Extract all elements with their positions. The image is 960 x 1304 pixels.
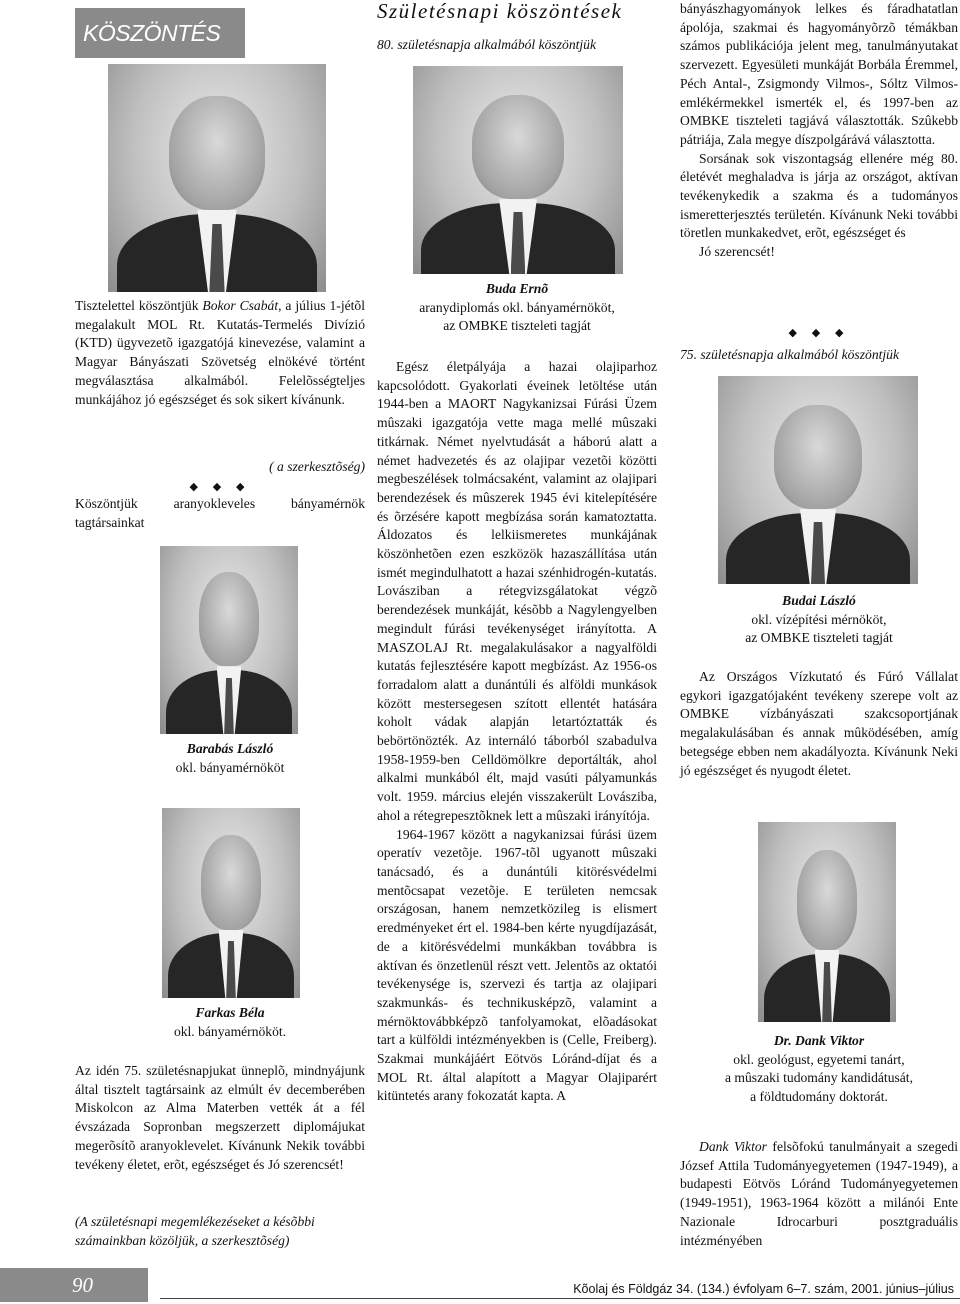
buda-continued-text: bányászhagyományok lelkes és fáradhatatlan ápolója, szakmai és hagyományõrzõ témákban számos publikációja jelent meg, tanulmányutakat szervezett. Egyesületi munkáját Borbála Éremmel, Péch Antal-, Zsigmondy Vilmos-, Sóltz Vilmos-emlékérmekkel ismerték el, és 1997-ben az OMBKE tiszteleti tagjává választották. Szûkebb pátriája, Zala megye díszpolgárává választotta. Sorsának sok viszontagság ellenére még 80. életévét meghaladva is járja az országot, aktívan tevékenykedik a szakma és a tudományos ismeretterjesztés területén. Kívánunk Neki további töretlen munkakedvet, erõt, egészséget és Jó szerencsét! [680,1,958,260]
portrait-photo-buda [413,66,623,274]
separator-diamonds: ◆ ◆ ◆ [189,481,251,493]
subheader-80: 80. születésnapja alkalmából köszöntjük [377,37,596,52]
caption-barabas: Barabás László okl. bányamérnököt [175,741,285,775]
dank-paragraph: Dank Viktor felsõfokú tanulmányait a szegedi József Attila Tudományegyetemen (1947-1949), a budapesti Eötvös Lóránd Tudományegyetemen (1949-1951), 1963-1964 között a milánói Ente Nazionale Idrocarburi posztgraduális intézményében [680,1139,958,1248]
section-header: Születésnapi köszöntések [377,0,623,23]
editor-note: (A születésnapi megemlékezéseket a késõbbi számainkban közöljük, a szerkesztõség) [75,1214,315,1248]
portrait-photo-farkas [162,808,300,998]
journal-footer: Kõolaj és Földgáz 34. (134.) évfolyam 6–7. szám, 2001. június–július [573,1282,954,1296]
separator-diamonds-2: ◆ ◆ ◆ [788,327,850,339]
intro-paragraph: Tisztelettel köszöntjük Bokor Csabát, a július 1-jétõl megalakult MOL Rt. Kutatás-Termelés Divízió (KTD) ügyvezetõ igazgatójá kinevezése, valamint a Magyar Bányászati Szövetség elnökévé történt megválasztása alkalmából. Felelõsségteljes munkájához jó egészséget és sok sikert kívánunk. [75,298,365,407]
footer-rule [160,1298,960,1299]
budai-paragraph: Az Országos Vízkutató és Fúró Vállalat egykori igazgatójaként tevékeny szerepe volt az OMBKE vízbányászati szakcsoportjának megalakulásában és annak mûködésében, amíg betegsége ebben nem akadályozta. Kívánunk Neki jó egészséget és nyugodt életet. [680,669,958,778]
portrait-photo-barabas [160,546,298,734]
signature: ( a szerkesztõség) [269,459,365,474]
subheader-75: 75. születésnapja alkalmából köszöntjük [680,347,899,362]
intro-name: Bokor Csabát [202,298,279,313]
buda-body-text: Egész életpályája a hazai olajiparhoz kapcsolódott. Gyakorlati éveinek letöltése után 1944-ben a MAORT Nagykanizsai Fúrási Üzem mûszaki igazgatója vette maga mellé mûszaki titkárnak. Német nyelvtudását a háború alatt a német hadvezetés és az olajipar vezetõi közötti megbeszélések tolmácsaként, valamint az olajipari berendezések és mûszerek 1945 évi kitelepítésére és õrzésére kapott megbízása során kamatoztatta. Áldozatos és lelkiismeretes munkájának köszönhetõen ezen eszközök hazaszállítása után ismét megindulhatott a hazai szénhidrogén-kutatás. Lovásziban a rétegvizsgálatokat végzõ berendezések munkáját, késõbb a Nagylengyelben megindult fúrási tevékenységet irányította. A MASZOLAJ Rt. megalakulásakor a nagyalföldi kutatás fejlesztésére kapott megbízást. Az 1956-os forradalom alatt a dunántúli és alföldi munkások között mestersegesen szított ellentét hatására koholt vádak alapján letartóztatták és bebörtönözték. Az internáló táborból szabadulva 1958-1959-ben Celldömölkre deportálták, ahol alkalmi munkából élt, majd vasúti pályamunkás volt. 1959. március elején visszakerült Lovásziba, ahol a rétegrepesztõknek lett a mûszaki irányítója. 1964-1967 között a nagykanizsai fúrási üzem operatív vezetõje. 1967-tõl ugyanott mûszaki tanácsadó, és a dunántúli kitörésvédelmi mentõcsapat vezetõje. E területen nemcsak országosan, hanem nemzetközileg is elismert eredményeket ért el. 1984-ben kérte nyugdíjazását, de a kitörésvédelmi munkákban továbbra is aktívan és önzetlenül részt vett. Jelentõs az oktatói tevékenysége is, szervezi és tartja az olajipari szakmunkás- és technikusképzõ, valamint a mérnöktovábbképzõ tanfolyamokat, elõadásokat tart a külföldi intézményekben is (Celle, Freiberg). Szakmai munkájáért Eötvös Lóránd-díjat és a MOL Rt. által alapított a Magyar Olajiparért kitüntetés arany fokozatát kapta. A [377,359,657,1104]
page-number: 90 [0,1268,148,1302]
caption-budai: Budai László okl. vízépítési mérnököt, az OMBKE tiszteleti tagját [745,593,893,646]
caption-dank: Dr. Dank Viktor okl. geológust, egyetemi tanárt, a mûszaki tudomány kandidátusát, a földtudomány doktorát. [724,1033,913,1105]
section-banner: KÖSZÖNTÉS [75,8,245,58]
aranyoklevel-paragraph: Az idén 75. születésnapjukat ünneplõ, mindnyájunk által tisztelt tagtársaink az elmúlt év decemberében Miskolcon az Alma Materben vették át a fél évszázada Sopronban megszerzett diplomájukat megerõsítõ aranyoklevelet. Kívánunk Nekik további tevékeny életet, erõt, egészséget és Jó szerencsét! [75,1063,365,1172]
caption-farkas: Farkas Béla okl. bányamérnököt. [173,1005,287,1039]
dank-name: Dank Viktor [699,1139,767,1154]
portrait-photo-dank [758,822,896,1022]
greeting-line: Köszöntjük aranyokleveles bányamérnök tagtársainkat [75,496,365,530]
portrait-photo-bokor [108,64,326,292]
portrait-photo-budai [718,376,918,584]
caption-buda: Buda Ernõ aranydiplomás okl. bányamérnököt, az OMBKE tiszteleti tagját [419,281,615,334]
